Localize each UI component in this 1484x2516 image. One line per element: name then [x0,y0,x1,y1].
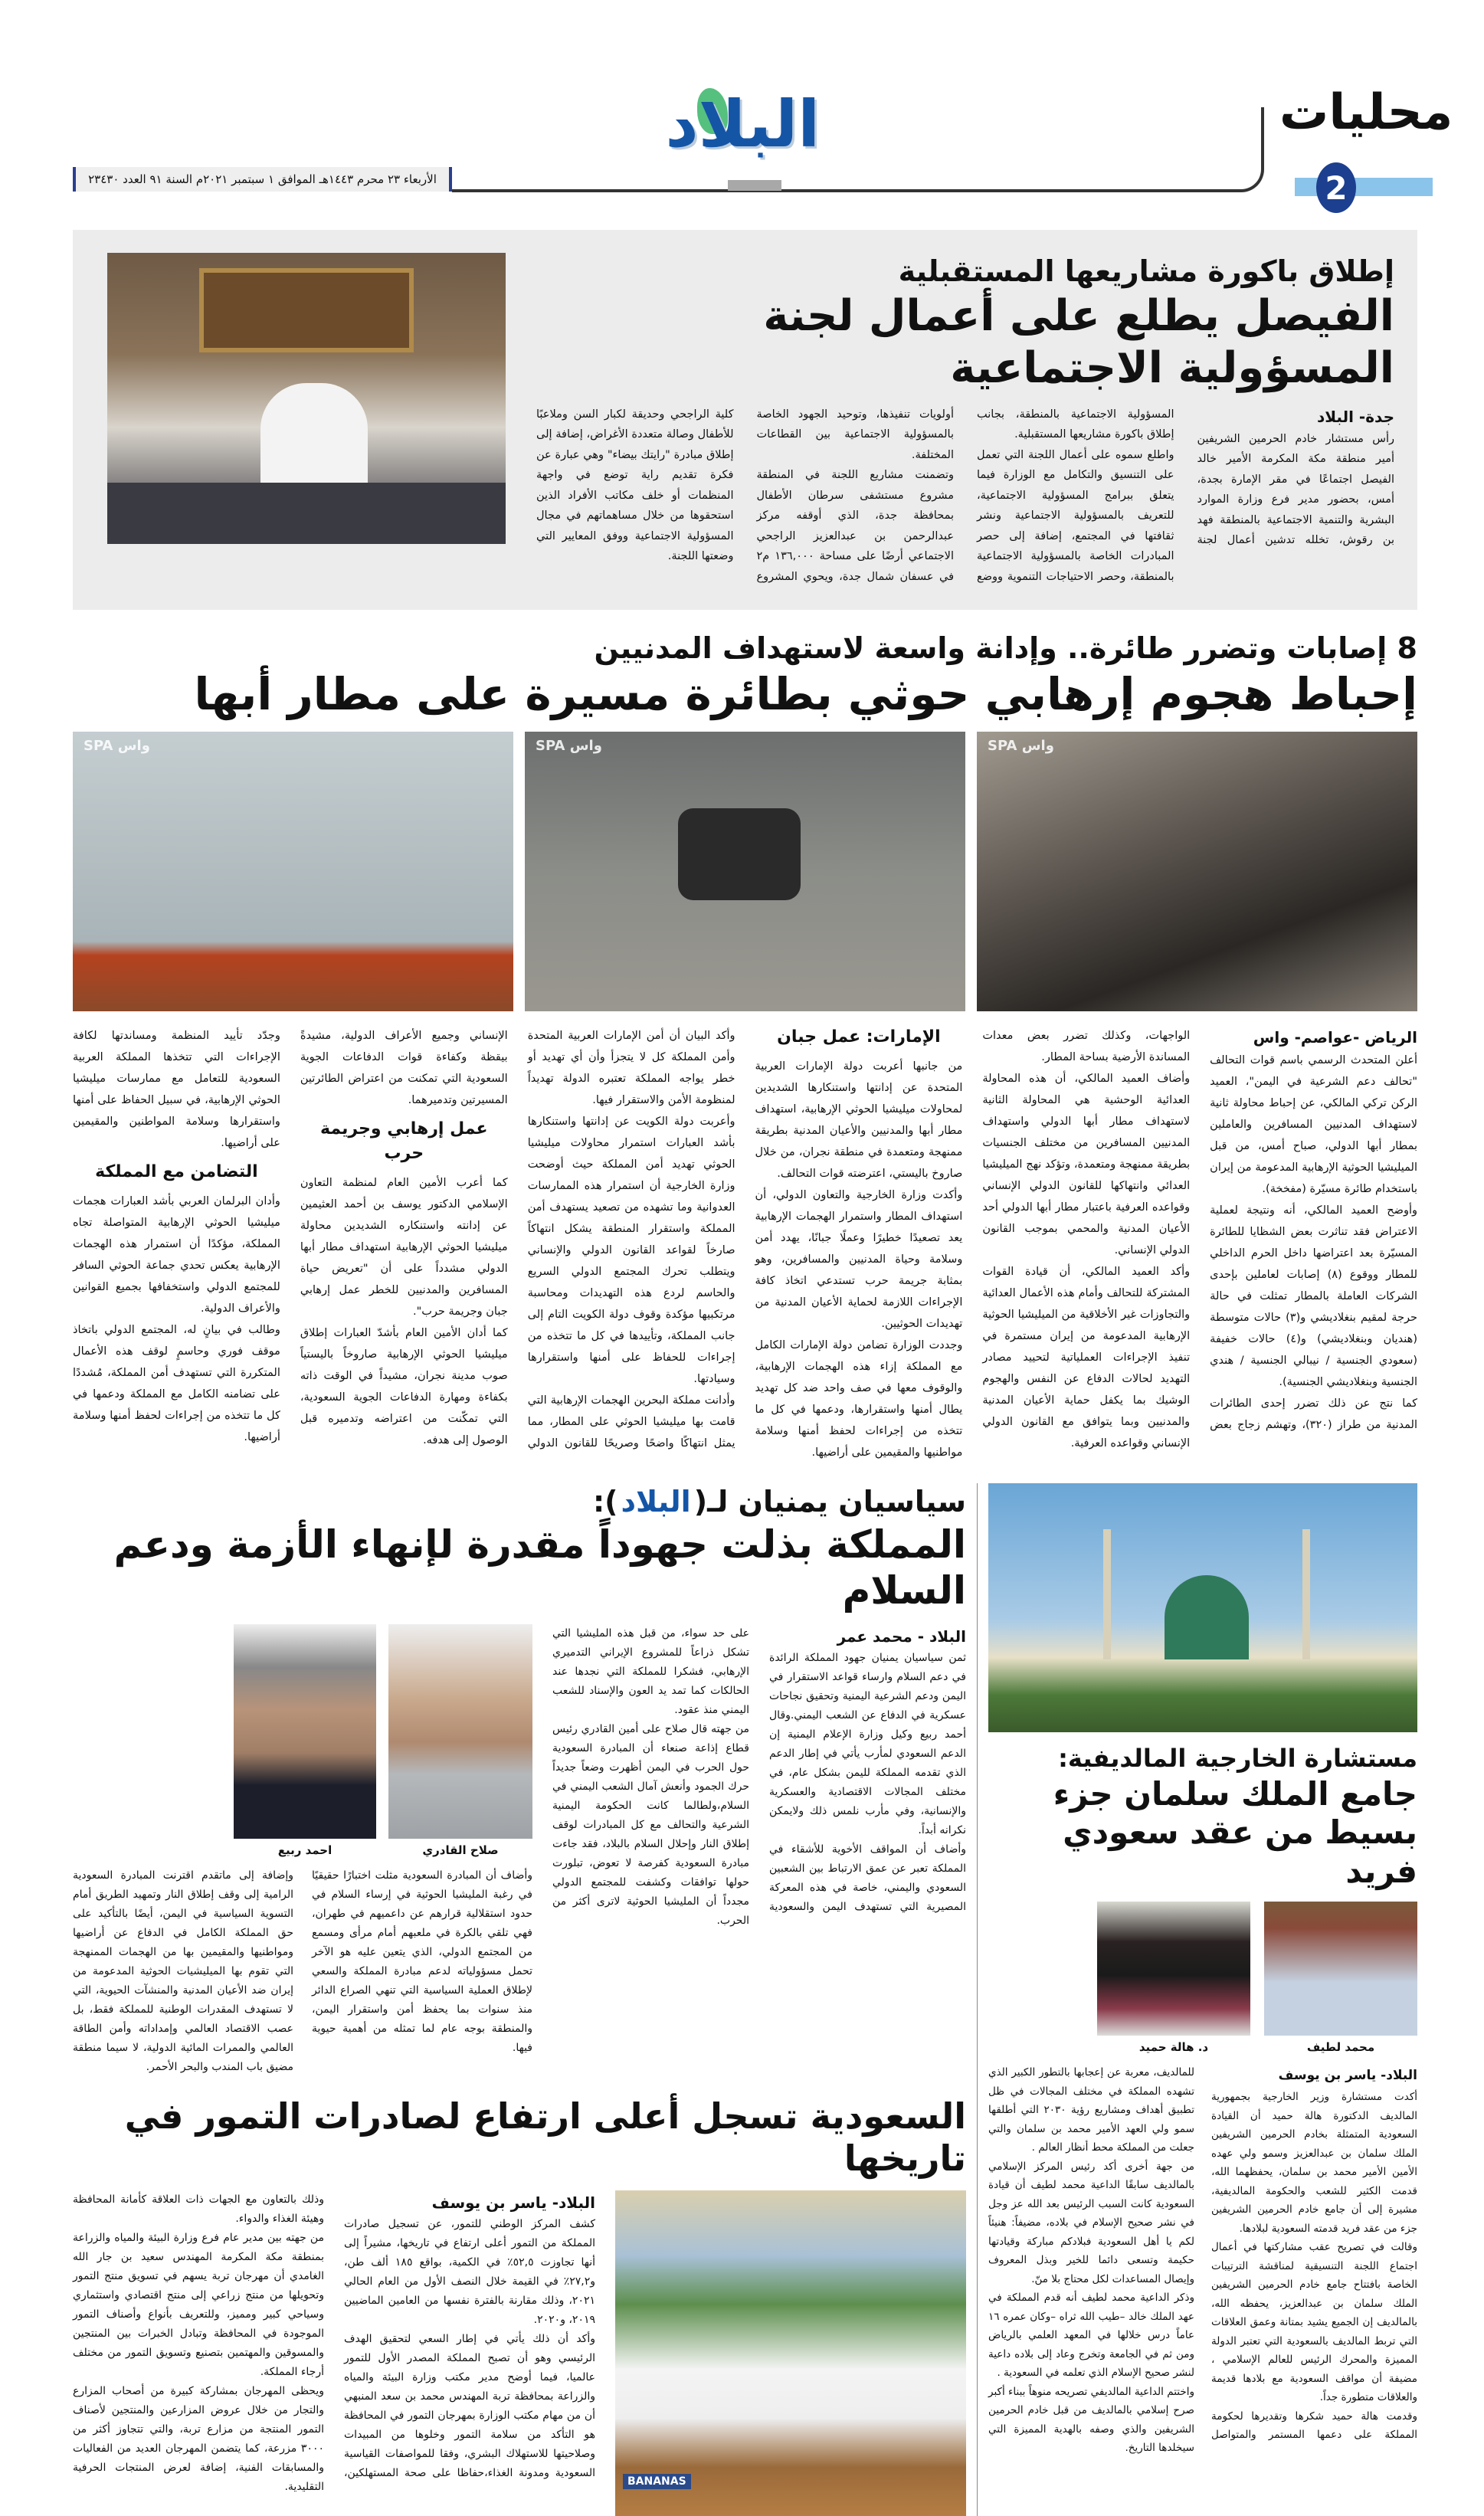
paragraph: كما نتج عن ذلك تضرر إحدى الطائرات المدنية من طراز (٣٢٠)، وتهشم زجاج بعض الواجهات، وكذلك تضرر بعض معدات المساندة الأرضية بساحة المطار. [982,1030,1417,1432]
king-salman-mosque-photo [988,1483,1417,1732]
spa-watermark: واس SPA [988,738,1054,755]
caption-latif: محمد لطيف [1306,2040,1375,2055]
paragraph: وأضاف أن المبادرة السعودية مثلت اختبارًا حقيقيًا في رغبة المليشيا الحوثية في إرساء السلام في حدود استقلالية قرارهم عن داعميهم في طهران، فهي تلقي بالكرة في ملعبهم أمام مرأى ومسمع من المجتمع الدولي، الذي يتعين عليه هو الآخر تحمل مسؤولياته لدعم مبادرة المملكة والسعي لإطلاق العملية السياسية التي تنهي الصراع الدائر منذ سنوات بما يحفظ أمن واستقرار اليمن، والمنطقة بوجه عام لما تمثله من أهمية حيوية فيها. [312,1869,532,2054]
story-3-headline: المملكة بذلت جهوداً مقدرة لإنهاء الأزمة ودعم السلام [113,1522,966,1613]
figure-salah [388,1624,532,1857]
caption-ahmed: احمد ربيع [277,1843,333,1857]
spa-watermark: واس SPA [536,738,602,755]
paragraph: وقالت في تصريح عقب مشاركتها في أعمال اجتماع اللجنة التنسيقية لمناقشة الترتيبات الخاصة بافتتاح جامع خادم الحرمين الشريفين الملك سلمان بن عبدالعزيز، يحفظه الله، بالمالديف إن الجميع يشيد بمتانة وعمق العلاقات التي تربط المالديف بالسعودية التي تعتبر الدولة المميزة والمحرك الرئيس للعالم الإسلامي ، مضيفة أن مواقف السعودية مع بلادها قديمة والعلاقات متطورة جداً. [1211,2241,1417,2404]
paragraph: كما أدان الأمين العام بأشدّ العبارات إطلاق ميليشيا الحوثي الإرهابية صاروخاً باليستياً صوب مدينة نجران، مشيداً في الوقت ذاته بكفاءة ومهارة الدفاعات الجوية السعودية، التي تمكّنت من اعتراضه وتدميره قبل الوصول إلى هدفه. [300,1327,508,1447]
paragraph: وتضمنت مشاريع اللجنة في المنطقة مشروع مستشفى سرطان الأطفال بمحافظة جدة، الذي أوقفه مركز عبدالرحمن بن عبدالعزيز الراجحي الاجتماعي أرضًا على مساحة ١٣٦,٠٠٠ م٢ في عسفان شمال جدة، ويحوي المشروع كلية الراجحي وحديقة لكبار السن وملاعبًا للأطفال وصالة متعددة الأغراض، إضافة إلى إطلاق مبادرة "رايتك بيضاء" وهي عبارة عن فكرة تقديم راية توضع في واجهة المنظمات أو خلف مكاتب الأفراد الذين استحقوها من خلال مساهماتهم في مجال المسؤولية الاجتماعية ووفق المعايير التي وضعتها اللجنة. [536,408,954,583]
story-4-photos [988,1902,1417,2054]
story-4-kicker: مستشارة الخارجية المالديفية: [1058,1744,1417,1774]
story-3-kicker [73,1483,966,1521]
paragraph: وذكر الداعية محمد لطيف أنه قدم المملكة في عهد الملك خالد –طيب الله ثراه –وكان عمره ١٦ عاماً درس خلالها في المعهد العلمي بالرياض ومن ثم في الجامعة وتخرج وعاد إلى بلاده داعية لنشر صحيح الإسلام الذي تعلمه في السعودية . [988,2292,1194,2380]
paragraph: وأوضح العميد المالكي، أنه ونتيجة لعملية الاعتراض فقد تناثرت بعض الشظايا للطائرة المسيّرة بعد اعتراضها داخل الحرم الداخلي للمطار ووقوع (٨) إصابات لعاملين بإحدى الشركات العاملة بالمطار تمثلت في حالة حرجة لمقيم بنغلاديشي و(٣) حالات متوسطة (هنديان وبنغلاديشي) و(٤) حالات خفيفة (سعودي الجنسية / نيبالي الجنسية / هندي الجنسية وبنغلاديشي الجنسية). [1210,1204,1417,1389]
paragraph: واختتم الداعية المالديفي تصريحه منوهاً ببناء أكبر صرح إسلامي بالمالديف من قبل خادم الحرمين الشريفين والذي وصفه بالهدية المميزة التي سيخلدها التاريخ. [988,2385,1194,2455]
paragraph: من جهته قال صلاح على أمين القادري رئيس قطاع إذاعة صنعاء أن المبادرة السعودية حول الحرب في اليمن أظهرت وضعاً جديداً حرك الجمود وأنعش آمال الشعب اليمني في السلام،ولطالما كانت الحكومة اليمنية الشرعية والتحالف مع كل المبادرات لوقف إطلاق النار وإحلال السلام بالبلاد، فقد جاءت مبادرة السعودية كفرصة لا تعوض، تبلورت حولها توافقات وكشفت للمجتمع الدولي مجدداً أن المليشيا الحوثية لاترى أكثر من الحرب. [552,1722,749,1927]
portrait-salah-alqadri [388,1624,532,1839]
story-2-photos [73,732,1417,1011]
story-1-kicker: إطلاق باكورة مشاريعها المستقبلية [898,254,1394,288]
bottom-section [73,1483,1417,2516]
paragraph: أكدت مستشارة وزير الخارجية بجمهورية المالديف الدكتورة هالة حميد أن القيادة السعودية المتمثلة بخادم الحرمين الشريفين الملك سلمان بن عبدالعزيز وسمو ولي عهده الأمين الأمير محمد بن سلمان، يحفظهما الله، قدمت الكثير للشعب والحكومة المالديفية، مشيرة إلى أن جامع خادم الحرمين الشريفين جزء من عقد فريد قدمته السعودية لبلادها. [1211,2091,1417,2235]
damaged-wall-photo [73,732,513,1011]
story-5-headline: السعودية تسجل أعلى ارتفاع لصادرات التمور في تاريخها [124,2095,966,2179]
story-3-right [73,1624,532,2077]
portraits-frame [199,268,414,352]
paragraph: واطلع سموه على أعمال اللجنة التي تعمل على التنسيق والتكامل مع الوزارة فيما يتعلق ببرامج المسؤولية الاجتماعية، للتعريف بالمسؤولية الاجتماعية ونشر ثقافتها في المجتمع، إضافة إلى حصر المبادرات الخاصة بالمسؤولية الاجتماعية بالمنطقة، وحصر الاحتياجات التنموية ووضع أولويات تنفيذها، وتوحيد الجهود الخاصة بالمسؤولية الاجتماعية بين القطاعات المختلفة. [756,408,1174,583]
paragraph: من جهة أخرى أكد رئيس المركز الإسلامي بالمالديف سابقًا الداعية محمد لطيف أن قيادة السعودية كانت السبب الرئيس بعد الله عز وجل في نشر صحيح الإسلام في بلاده، مضيفاً: هنيئاً لكم يا أهل السعودية فبلادكم مباركة وقيادتها حكيمة وتسعى دائما للخير وبذل المعروف وإيصال المساعدات لكل محتاج بلا منّ. [988,2160,1194,2285]
paragraph: وأعربت دولة الكويت عن إدانتها واستنكارها بأشد العبارات استمرار محاولات ميليشيا الحوثي تهديد أمن المملكة حيث أوضحت وزارة الخارجية أن استمرار هذه الممارسات العدوانية وما تشهده من تصعيد يستهدف أمن المملكة واستقرار المنطقة يشكل انتهاكاً صارخاً لقواعد القانون الدولي والإنساني ويتطلب تحرك المجتمع الدولي السريع والحاسم لردع هذه التهديدات ومحاسبة مرتكبيها مؤكدة وقوف دولة الكويت التام إلى جانب المملكة، وتأييدها في كل ما تتخذه من إجراءات للحفاظ على أمنها واستقرارها وسيادتها. [527,1115,735,1386]
story-3-body-b [73,1866,532,2077]
page-number-bar [1295,178,1433,196]
story-1-box [73,230,1417,610]
story-3-photos-row [73,1624,532,1857]
dateline: البلاد - محمد عمر [837,1627,966,1646]
dateline: الرياض -عواصم- واس [1253,1028,1417,1047]
logo-text: البلاد [665,87,820,162]
story-1-photo [107,253,506,544]
figure-ahmed [234,1624,376,1857]
story-2-body [73,1025,1417,1463]
header-divider-curve [1218,107,1264,192]
paragraph: ويحظى المهرجان بمشاركة كبيرة من أصحاب المزارع والتجار من خلال عروض المزارعين والمنتجين لأصناف التمور المنتجة من مزارع تربة، والتي تتجاوز أكثر من ٣٠٠٠ مزرعة، كما يتضمن المهرجان العديد من الفعاليات والمسابقات الفنية، إضافة لعرض المنتجات الحرفية التقليدية. [73,2385,324,2494]
story-3-layout [73,1624,966,2077]
paragraph: أعلن المتحدث الرسمي باسم قوات التحالف "تحالف دعم الشرعية في اليمن"، العميد الركن تركي المالكي، عن إحباط محاولة ثانية لاستهداف المدنيين المسافرين والعاملين بمطار أبها الدولي، صباح أمس، من قبل الميليشيا الحوثية الإرهابية المدعومة من إيران باستخدام طائرة مسيّرة (مفخخة). [1210,1054,1417,1196]
page-content [73,230,1417,2516]
drone-engine-photo [525,732,965,1011]
caption-salah: صلاح القادري [422,1843,499,1857]
paragraph: كما أعرب الأمين العام لمنظمة التعاون الإسلامي الدكتور يوسف بن أحمد العثيمين عن إدانته واستنكاره الشديدين محاولة ميليشيا الحوثي الإرهابية استهداف مطار أبها الدولي مشدداً على أن "تعريض حياة المسافرين والمدنيين للخطر عمل إرهابي جبان وجريمة حرب". [300,1177,508,1319]
paragraph: وأضاف العميد المالكي، أن هذه المحاولة العدائية الوحشية هي المحاولة الثانية لاستهداف مطار أبها الدولي واستهداف المدنيين المسافرين من مختلف الجنسيات بطريقة ممنهجة ومتعمدة، وتؤكد نهج الميليشيا العدائي وانتهاكها للقانون الدولي الإنساني وقواعده العرفية باعتبار مطار أبها الدولي أحد الأعيان المدنية والمحمي بموجب القانون الدولي الإنساني. [982,1073,1191,1257]
story-1-text [536,253,1394,587]
paragraph: من جهته بين مدير عام فرع وزارة البيئة والمياه والزراعة بمنطقة مكة المكرمة المهندس سعيد بن جار الله الغامدي أن مهرجان تربة يسهم في تسويق منتج التمور وتحويلها من منتج زراعي إلى منتج اقتصادي واستثماري وسياحي كبير ومميز، وللتعريف بأنواع وأصناف التمور الموجودة في المحافظة وتبادل الخبرات بين المنتجين والمسوقين والمهتمين بتصنيع وتسويق التمور من مختلف أرجاء المملكة. [73,2232,324,2379]
minaret [1103,1529,1111,1659]
story-4 [988,1483,1417,2457]
subheading: الإمارات: عمل جبان [777,1027,941,1047]
drone-debris-photo-1 [977,732,1417,1011]
dateline: جدة- البلاد [1316,407,1394,426]
portrait-ahmed-rabee [234,1624,376,1839]
kicker-text: سياسيان يمنيان لـ( [693,1485,966,1519]
paragraph: وجدّد تأييد المنظمة ومساندتها لكافة الإجراءات التي تتخذها المملكة العربية السعودية للتعامل مع ممارسات ميليشيا الحوثي الإرهابية، في سبيل الحفاظ على أمنها واستقرارها وسلامة المواطنين والمقيمين على أراضيها. [73,1030,280,1150]
paragraph: وإضافة إلى ماتقدم اقترنت المبادرة السعودية الرامية إلى وقف إطلاق النار وتمهيد الطريق أمام التسوية السياسية في اليمن، أيضًا بالتأكيد على حق المملكة الكامل في الدفاع عن أراضيها ومواطنيها والمقيمين بها من الهجمات الممنهجة التي تقوم بها الميليشيات الحوثية المدعومة من إيران ضد الأعيان المدنية والمنشآت الحيوية، التي لا تستهدف المقدرات الوطنية للمملكة فقط، بل عصب الاقتصاد العالمي وإمداداته وأمن الطاقة العالمي والممرات المائية الدولية، لا سيما منطقة مضيق باب المندب والبحر الأحمر. [73,1869,293,2073]
story-4-body [988,2063,1417,2458]
figure-hala [1097,1902,1250,2054]
paragraph: وأدانت مملكة البحرين الهجمات الإرهابية التي قامت بها ميليشيا الحوثي على المطار، مما يمثل انتهاكًا واضحًا وصريحًا للقانون الدولي الإنساني وجميع الأعراف الدولية، مشيدةً بيقظة وكفاءة قوات الدفاعات الجوية السعودية التي تمكنت من اعتراض الطائرتين المسيرتين وتدميرهما. [300,1030,735,1450]
portrait-mohamed-latif [1264,1902,1417,2036]
kicker-logo: البلاد [621,1485,691,1519]
paragraph: من جانبها أعربت دولة الإمارات العربية المتحدة عن إدانتها واستنكارها الشديدين لمحاولات ميليشيا الحوثي الإرهابية، استهداف مطار أبها والمدنيين والأعيان المدنية بطريقة ممنهجة ومتعمدة في منطقة نجران، من خلال صاروخ باليستي، اعترضته قوات التحالف. [755,1060,963,1181]
desk [107,483,506,544]
story-3 [73,1483,966,2076]
paragraph: وأكدت وزارة الخارجية والتعاون الدولي، أن استهداف المطار واستمرار الهجمات الإرهابية يعد تصعيدًا خطيرًا وعملًا جبانًا، يهدد أمن وسلامة وحياة المدنيين والمسافرين، وهو بمثابة جريمة حرب تستدعي اتخاذ كافة الإجراءات اللازمة لحماية الأعيان المدنية من تهديدات الحوثيين. [755,1189,963,1331]
dateline: البلاد- ياسر بن يوسف [431,2193,595,2213]
story-1-body [536,405,1394,588]
dateline: البلاد- ياسر بن يوسف [1278,2068,1417,2084]
portrait-hala-hameed [1097,1902,1250,2036]
left-column [73,1483,966,2516]
story-2 [73,630,1417,1463]
header-divider [452,189,1218,192]
column-divider [977,1483,978,2516]
paragraph: ثمن سياسيان يمنيان جهود المملكة الرائدة في دعم السلام وارساء قواعد الاستقرار في اليمن ودعم الشرعية اليمنية وتحقيق نجاحات عسكرية في الدفاع عن الشعب اليمني.وقال أحمد ربيع وكيل وزارة الإعلام اليمنية إن الدعم السعودي لمأرب يأتي في إطار الدعم الذي تقدمه المملكة لليمن بشكل عام، في مختلف المجالات الاقتصادية والعسكرية والإنسانية، وفي مأرب نلمس ذلك ولايمكن نكرانه أبداً. [769,1651,966,1836]
story-5-body [73,2190,595,2497]
story-4-headline: جامع الملك سلمان جزء بسيط من عقد سعودي فريد [1053,1774,1417,1890]
story-2-kicker: 8 إصابات وتضرر طائرة.. وإدانة واسعة لاستهداف المدنيين [594,631,1417,666]
figure-latif [1264,1902,1417,2054]
story-1-headline: الفيصل يطلع على أعمال لجنة المسؤولية الاجتماعية [763,291,1394,393]
section-title: محليات [1279,84,1453,141]
spa-watermark: واس SPA [84,738,150,755]
subheading: عمل إرهابي وجريمة حرب [320,1119,488,1164]
box-label: BANANAS [623,2474,691,2489]
logo-underbar [728,180,781,191]
dates-market-photo [615,2190,966,2516]
mosque-dome [1165,1575,1249,1659]
paragraph: وقدمت هالة حميد شكرها وتقديرها لحكومة المملكة على دعمها المستمر والمتواصل للمالديف، معربة عن إعجابها بالتطور الكبير الذي تشهده المملكة في مختلف المجالات في ظل تطبيق أهداف ومشاريع رؤية ٢٠٣٠ التي أطلقها سمو ولي العهد الأمير محمد بن سلمان والتي جعلت من المملكة محط أنظار العالم . [988,2066,1417,2442]
engine [678,808,801,900]
story-2-headline: إحباط هجوم إرهابي حوثي بطائرة مسيرة على مطار أبها [194,667,1417,720]
paragraph: رأس مستشار خادم الحرمين الشريفين أمير منطقة مكة المكرمة الأمير خالد الفيصل اجتماعًا في مقر الإمارة بجدة، أمس، بحضور مدير فرع وزارة الموارد البشرية والتنمية الاجتماعية بالمنطقة فهد بن رقوش، تخلله تدشين أعمال لجنة المسؤولية الاجتماعية بالمنطقة، بجانب إطلاق باكورة مشاريعها المستقبلية. [977,408,1394,547]
issue-date: الأربعاء ٢٣ محرم ١٤٤٣هـ الموافق ١ سبتمبر ٢٠٢١م السنة ٩١ العدد ٢٣٤٣٠ [73,167,452,192]
paragraph: وطالب في بيانٍ له، المجتمع الدولي باتخاذ موقف فوري وحاسمٍ لوقف هذه الأعمال المتكررة التي تستهدف أمن المملكة، مُشددًا على تضامنه الكامل مع المملكة ودعمها في كل ما تتخذه من إجراءات لحفظ أمنها وسلامة أراضيها. [73,1324,280,1444]
paragraph: وأضاف أن المواقف الأخوية للأشقاء في المملكة تعبر عن عمق الارتباط بين الشعبين السعودي واليمني، خاصة في هذه المعركة المصيرية التي تستهدف اليمن والسعودية على حد سواء، من قبل هذه المليشيا التي تشكل ذراعاً للمشروع الإيراني التدميري الإرهابي، فشكرا للمملكة التي نجدها عند الحالكات كما تمد يد العون والإسناد للشعب اليمني منذ عقود. [552,1627,966,1913]
story-3-body-a [552,1624,966,1931]
page-number: 2 [1316,162,1356,213]
minaret [1302,1529,1310,1659]
caption-hala: د. هالة حميد [1138,2040,1209,2055]
paragraph: وأدان البرلمان العربي بأشد العبارات هجمات ميليشيا الحوثي الإرهابية المتواصلة تجاه المملكة، مؤكدًا أن استمرار هذه الهجمات الإرهابية يعكس تحدي جماعة الحوثي السافر للمجتمع الدولي واستخفافها بجميع القوانين والأعراف الدولية. [73,1195,280,1315]
paragraph: وأكد البيان أن أمن الإمارات العربية المتحدة وأمن المملكة كل لا يتجزأ وأن أي تهديد أو خطر يواجه المملكة تعتبره الدولة تهديداً لمنظومة الأمن والاستقرار فيها. [527,1030,735,1107]
story-5-layout [73,2190,966,2516]
subheading: التضامن مع المملكة [95,1162,258,1182]
newspaper-logo [665,87,820,176]
paragraph: وجددت الوزارة تضامن دولة الإمارات الكامل مع المملكة إزاء هذه الهجمات الإرهابية، والوقوف معها في صف واحد ضد كل تهديد يطال أمنها واستقرارها، ودعمها في كل ما تتخذه من إجراءات لحفظ أمنها وسلامة مواطنيها والمقيمين على أراضيها. [755,1339,963,1459]
kicker-suffix: ): [592,1485,618,1519]
paragraph: وأكد العميد المالكي، أن قيادة القوات المشتركة للتحالف وأمام هذه الأعمال العدائية والتجاوزات غير الأخلاقية من الميليشيا الحوثية الإرهابية المدعومة من إيران مستمرة في تنفيذ الإجراءات العملياتية لتحييد مصادر التهديد لحالات الدفاع عن النفس والهجوم الوشيك بما يكفل حماية الأعيان المدنية والمدنيين وبما يتوافق مع القانون الدولي الإنساني وقواعده العرفية. [982,1266,1191,1450]
paragraph: كشف المركز الوطني للتمور، عن تسجيل صادرات المملكة من التمور أعلى ارتفاع في تاريخها، مشيراً إلى أنها تجاوزت ٥٢,٥٪ في الكمية، بواقع ١٨٥ ألف طن، و٢٧,٢٪ في القيمة خلال النصف الأول من العام الحالي ٢٠٢١، وذلك مقارنة بالفترة نفسها من العامين الماضيين ٢٠١٩، و٢٠٢٠. [344,2218,595,2327]
story-5 [73,2095,966,2516]
paragraph: وأكد أن ذلك يأتي في إطار السعي لتحقيق الهدف الرئيسي وهو أن تصبح المملكة المصدر الأول للتمور عالميا، فيما أوضح مدير مكتب وزارة البيئة والمياه والزراعة بمحافظة تربة المهندس محمد بن سعد المنبهي أن من مهام مكتب الوزارة بمهرجان التمور في المحافظة هو التأكد من سلامة التمور وخلوها من المبيدات وصلاحيتها للاستهلاك البشري، وفقا للمواصفات القياسية السعودية ومدونة الغذاء،حفاظا على صحة المستهلكين، وذلك بالتعاون مع الجهات ذات العلاقة كأمانة المحافظة وهيئة الغذاء والدواء. [73,2193,595,2480]
